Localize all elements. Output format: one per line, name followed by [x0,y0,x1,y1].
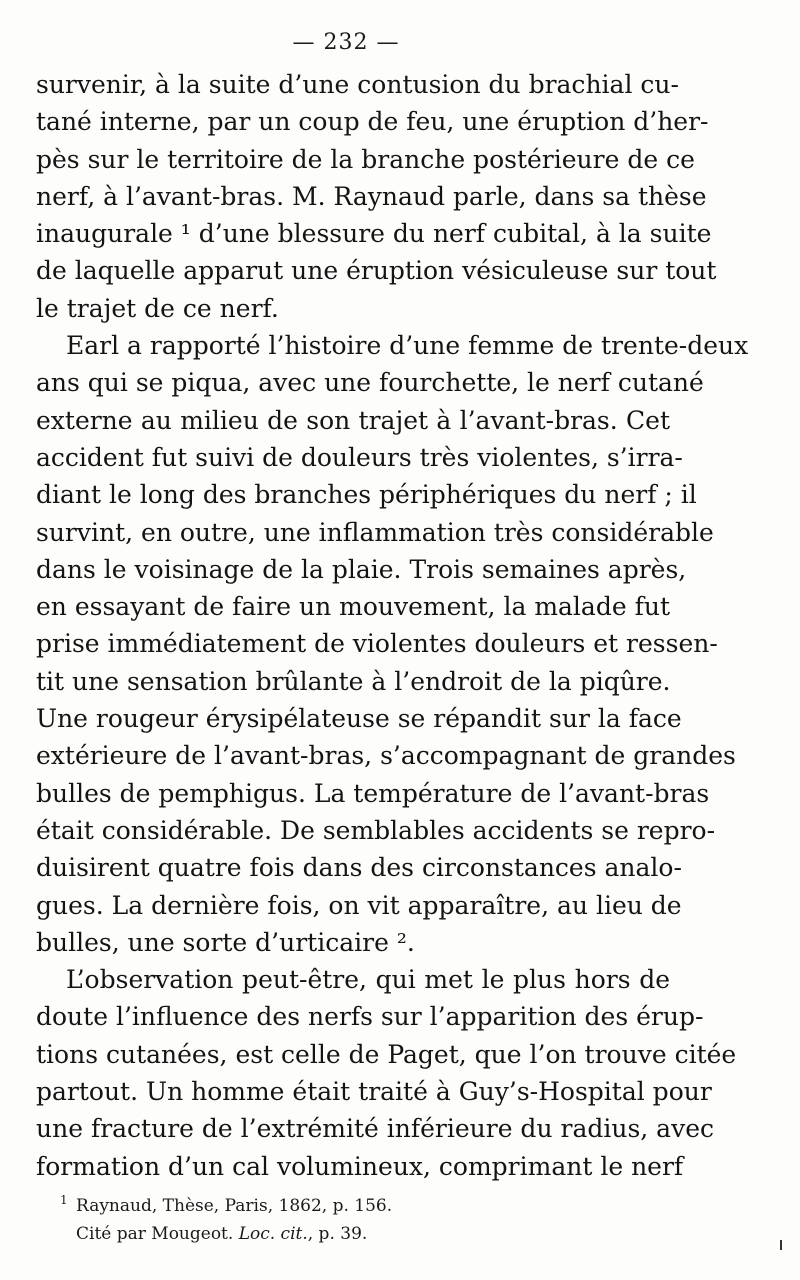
text-line: duisirent quatre fois dans des circonstances analo- [36,853,682,883]
text-line: était considérable. De semblables accidents se repro- [36,815,716,845]
text-line: en essayant de faire un mouvement, la malade fut [36,592,670,622]
text-line: survenir, à la suite d’une contusion du brachial cu- [36,70,679,99]
footnote-text: Cité par Mougeot. [76,1224,239,1244]
text-line: partout. Un homme était traité à Guy’s-Hospital pour [36,1077,712,1107]
body-text [36,66,749,1185]
text-line: gues. La dernière fois, on vit apparaître, au lieu de [36,890,682,920]
text-line: dans le voisinage de la plaie. Trois semaines après, [36,554,687,584]
footnote-text: Raynaud, Thèse, Paris, 1862, p. 156. [76,1196,393,1216]
text-line: ans qui se piqua, avec une fourchette, le nerf cutané [36,368,704,398]
text-line: externe au milieu de son trajet à l’avant-bras. Cet [36,405,670,435]
text-line: bulles, une sorte d’urticaire ². [36,927,415,957]
text-line: doute l’influence des nerfs sur l’apparition des érup- [36,1002,704,1032]
text-line: le trajet de ce nerf. [36,293,279,323]
text-line: tions cutanées, est celle de Paget, que l’on trouve citée [36,1039,737,1069]
text-line: bulles de pemphigus. La température de l’avant-bras [36,778,710,808]
text-line: pès sur le territoire de la branche postérieure de ce [36,144,695,174]
text-line: accident fut suivi de douleurs très violentes, s’irra- [36,442,683,472]
margin-mark [780,1240,782,1250]
text-line: extérieure de l’avant-bras, s’accompagnant de grandes [36,741,736,771]
footnote-1: 1 Raynaud, Thèse, Paris, 1862, p. 156. [60,1193,393,1216]
footnote-italic: Loc. cit. [238,1224,308,1244]
text-line: nerf, à l’avant-bras. M. Raynaud parle, dans sa thèse [36,181,707,211]
text-line: survint, en outre, une inflammation très considérable [36,517,714,547]
text-line: de laquelle apparut une éruption vésiculeuse sur tout [36,256,717,286]
text-line: tané interne, par un coup de feu, une éruption d’her- [36,107,709,137]
footnote-2 [60,1220,660,1248]
footnotes [60,1192,660,1248]
text-line: inaugurale ¹ d’une blessure du nerf cubital, à la suite [36,219,712,249]
text-line: formation d’un cal volumineux, comprimant le nerf [36,1151,684,1181]
text-line: Une rougeur érysipélateuse se répandit sur la face [36,704,682,734]
page-number: — 232 — [292,30,400,55]
text-line: tit une sensation brûlante à l’endroit de la piqûre. [36,666,671,696]
text-line: une fracture de l’extrémité inférieure du radius, avec [36,1114,714,1144]
text-line: Earl a rapporté l’histoire d’une femme de trente-deux [66,331,749,361]
footnote-text: , p. 39. [307,1224,368,1244]
text-line: L’observation peut-être, qui met le plus hors de [66,965,670,995]
text-line: diant le long des branches périphériques du nerf ; il [36,480,697,510]
text-line: prise immédiatement de violentes douleurs et ressen- [36,629,718,659]
